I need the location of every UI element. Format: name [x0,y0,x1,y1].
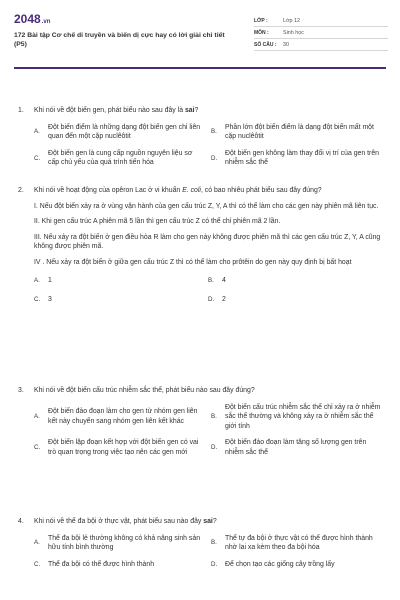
option-a[interactable]: A. 1 [34,276,52,284]
question-number: 3. [18,387,24,394]
question-number: 1. [18,107,24,114]
question-1 [18,106,382,168]
option-c[interactable]: C. Thể đa bội có thể được hình thành [34,560,155,568]
statement-4: IV . Nếu xảy ra đột biến ở giữa gen cấu trúc Z thì có thể làm cho prôtêin do gen này quy định bị bất hoạt [34,258,352,266]
meta-value: 30 [283,41,289,48]
document-title: 172 Bài tập Cơ chế di truyền và biến dị cực hay có lời giải chi tiết (P5) [14,32,225,48]
option-b[interactable]: B. Thể tự đa bội ở thực vật có thể được hình thành nhờ lai xa kèm theo đa bội hóa [211,534,373,552]
option-a[interactable]: A. Đột biến đảo đoạn làm cho gen từ nhóm gen liên kết này chuyển sang nhóm gen liên kết khác [34,408,198,425]
question-text: Khi nói về hoạt động của opêron Lac ở vi khuẩn E. coli, có bao nhiêu phát biểu sau đây đúng? [34,187,322,194]
option-d[interactable]: D. Đột biến đảo đoạn làm tăng số lượng gen trên nhiễm sắc thể [211,439,367,456]
statement-1: I. Nếu đột biến xảy ra ở vùng vận hành của gen cấu trúc Z, Y, A thì có thể làm cho các gen này phiên mã liên tục. [34,202,379,210]
question-2 [18,186,382,305]
statement-3: III. Nếu xảy ra đột biến ở gen điều hòa R làm cho gen này không được phiên mã thì các gen cấu trúc Z, Y, A cũng không được phiên mã. [34,233,381,251]
meta-key: LỚP : [254,17,268,24]
option-b[interactable]: B. Phần lớn đột biến điểm là dạng đột biến mất một cặp nuclêôtit [211,123,374,141]
option-c[interactable]: C. Đột biến lặp đoạn kết hợp với đột biến gen có vai trò quan trọng trong việc tạo nên các gen mới [34,439,199,456]
option-d[interactable]: D. Để chọn tạo các giống cây trồng lấy [211,560,335,568]
meta-key: SỐ CÂU : [254,41,277,48]
option-b[interactable]: B. 4 [208,276,226,284]
logo-text: 2048 [14,12,41,26]
question-4 [18,517,382,569]
meta-key: MÔN : [254,29,269,36]
option-c[interactable]: C. Đột biến gen là cung cấp nguồn nguyên liệu sơ cấp chủ yếu của quá trình tiến hóa [34,149,193,167]
meta-row-subject [254,27,388,39]
header-divider [14,67,386,69]
question-number: 2. [18,187,24,194]
logo-domain: .vn [41,19,51,25]
meta-value: Sinh học [283,29,304,36]
meta-row-count [254,39,388,51]
option-d[interactable]: D. Đột biến gen không làm thay đổi vị trí của gen trên nhiễm sắc thể [211,149,379,167]
question-3 [18,386,382,458]
option-a[interactable]: A. Đột biến điểm là những dạng đột biến gen chỉ liên quan đến một cặp nuclêôtit [34,123,201,141]
question-text: Khi nói về đột biến gen, phát biểu nào sau đây là sai? [34,107,199,114]
option-c[interactable]: C. 3 [34,296,52,304]
question-text: Khi nói về đột biến cấu trúc nhiễm sắc thể, phát biểu nào sau đây đúng? [34,387,255,394]
meta-value: Lớp 12 [283,17,301,24]
question-text: Khi nói về thể đa bội ở thực vật, phát biểu sau nào đây sai? [34,518,217,525]
option-a[interactable]: A. Thể đa bội lẻ thường không có khả năng sinh sản hữu tính bình thường [34,534,201,552]
meta-row-class [254,15,388,27]
option-b[interactable]: B. Đột biến cấu trúc nhiễm sắc thể chỉ xảy ra ở nhiễm sắc thể thường và không xảy ra ở nhiễm sắc thể giới tính [211,403,381,430]
document-meta [254,15,388,51]
statement-2: II. Khi gen cấu trúc A phiên mã 5 lần thì gen cấu trúc Z có thể chỉ phiên mã 2 lần. [34,218,281,226]
option-d[interactable]: D. 2 [208,296,226,304]
question-number: 4. [18,518,24,525]
